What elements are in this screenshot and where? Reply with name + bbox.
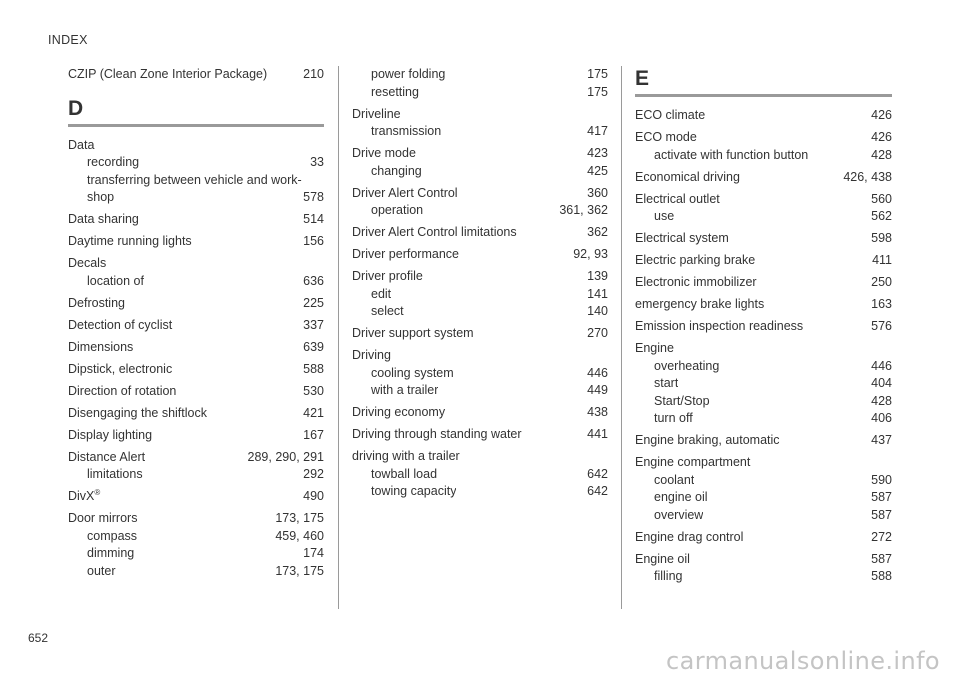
index-column-3	[635, 66, 892, 590]
index-subentry	[352, 202, 608, 220]
index-entry-row	[68, 295, 324, 313]
section-letter-d: D	[68, 96, 84, 120]
entry-label: ECO mode	[635, 130, 697, 144]
index-entry	[68, 295, 324, 313]
index-subentry	[635, 489, 892, 507]
index-entry	[352, 106, 608, 141]
entry-label: cooling system	[371, 365, 454, 380]
entry-page: 210	[303, 67, 324, 81]
page-number: 652	[28, 631, 49, 645]
index-entry-row	[635, 274, 892, 292]
index-entry	[68, 317, 324, 335]
index-column-2	[352, 66, 608, 505]
index-entry-row	[68, 233, 324, 251]
index-entry	[635, 529, 892, 547]
index-entry-row	[68, 255, 324, 273]
entry-label: transferring between vehicle and work-	[87, 172, 302, 187]
index-entry-row	[635, 296, 892, 314]
index-subentry	[68, 172, 324, 190]
index-entry	[635, 318, 892, 336]
entry-page: 362	[587, 225, 608, 239]
index-subentry	[68, 545, 324, 563]
index-entry-row	[352, 106, 608, 124]
index-entry	[352, 224, 608, 242]
entry-page: 141	[587, 286, 608, 301]
entry-page: 642	[587, 466, 608, 481]
entry-label: Detection of cyclist	[68, 317, 173, 332]
section-letter-e: E	[635, 67, 650, 90]
registered-mark: ®	[94, 487, 101, 497]
entry-label: Driver support system	[352, 326, 474, 340]
entry-label: Engine drag control	[635, 529, 744, 544]
entry-label: Emission inspection readiness	[635, 319, 804, 333]
index-entry-row	[635, 129, 892, 147]
entry-page: 437	[871, 433, 892, 447]
index-subentry	[352, 84, 608, 102]
index-entry-row	[635, 169, 892, 187]
entry-label: with a trailer	[371, 383, 439, 397]
entry-label: Distance Alert	[68, 449, 146, 464]
index-subentry	[68, 154, 324, 172]
entry-label: Driving through standing water	[352, 427, 522, 441]
entry-label: Defrosting	[68, 295, 125, 310]
entry-page: 588	[871, 569, 892, 583]
column-divider	[621, 66, 622, 609]
entry-page: 426	[871, 108, 892, 122]
entry-label: Dipstick, electronic	[68, 361, 173, 376]
entry-page: 426, 438	[843, 169, 892, 184]
index-entry	[635, 107, 892, 125]
entry-page: 140	[587, 304, 608, 318]
entry-label: Engine	[635, 341, 674, 355]
entry-label: Engine braking, automatic	[635, 433, 780, 447]
index-subentry	[352, 466, 608, 484]
entries-d	[68, 137, 324, 581]
entry-page: 446	[871, 358, 892, 373]
entry-page: 514	[303, 212, 324, 226]
entry-label: outer	[87, 563, 116, 578]
entry-page: 33	[310, 155, 324, 169]
entry-label: Economical driving	[635, 169, 740, 184]
entry-label: edit	[371, 286, 392, 301]
index-entry	[68, 405, 324, 423]
index-entry	[68, 66, 324, 84]
index-entry-row	[352, 404, 608, 422]
entry-page: 428	[871, 393, 892, 408]
entry-label: dimming	[87, 546, 135, 560]
index-subentry	[635, 393, 892, 411]
entry-label: coolant	[654, 472, 695, 487]
index-entry	[352, 325, 608, 343]
index-entry-row	[352, 325, 608, 343]
entry-page: 360	[587, 185, 608, 200]
index-entry	[635, 230, 892, 248]
index-entry	[68, 233, 324, 251]
section-rule	[635, 94, 892, 97]
entry-page: 411	[872, 253, 892, 267]
index-subentry	[352, 483, 608, 501]
entry-page: 163	[871, 297, 892, 311]
index-entry	[635, 454, 892, 524]
index-entry-row	[352, 246, 608, 264]
entry-label: limitations	[87, 467, 143, 481]
entry-page: 441	[587, 427, 608, 441]
entry-label: Driveline	[352, 106, 401, 121]
entry-label: turn off	[654, 411, 693, 425]
index-entry	[635, 340, 892, 428]
entry-label: towing capacity	[371, 484, 457, 498]
entry-page: 490	[303, 489, 324, 503]
entry-label: compass	[87, 528, 138, 543]
entry-page: 426	[871, 130, 892, 144]
entry-page: 404	[871, 376, 892, 390]
entry-page: 92, 93	[573, 247, 608, 261]
entry-label: operation	[371, 203, 424, 217]
index-entry-row	[68, 510, 324, 528]
entry-page: 449	[587, 383, 608, 397]
entry-page: 438	[587, 405, 608, 419]
entry-label: Driver performance	[352, 247, 459, 261]
entry-page: 272	[871, 529, 892, 544]
entry-label: emergency brake lights	[635, 297, 765, 311]
index-subentry	[635, 410, 892, 428]
entry-page: 250	[871, 275, 892, 289]
entry-label: Drive mode	[352, 146, 416, 160]
entry-label: Driving economy	[352, 405, 446, 419]
index-entry	[635, 551, 892, 586]
entry-label: overheating	[654, 358, 720, 373]
entry-label: changing	[371, 163, 422, 178]
entry-label: Disengaging the shiftlock	[68, 405, 207, 420]
index-entry-row	[68, 488, 324, 506]
entry-label: Driver profile	[352, 269, 423, 283]
entry-label: driving with a trailer	[352, 449, 460, 463]
index-entry	[352, 145, 608, 180]
entries-d-continued	[352, 66, 608, 501]
index-entry	[635, 432, 892, 450]
index-subentry	[352, 66, 608, 84]
entry-page: 173, 175	[275, 563, 324, 578]
index-entry	[352, 246, 608, 264]
page-header: INDEX	[48, 33, 88, 47]
entry-page: 421	[303, 405, 324, 420]
index-entry	[68, 211, 324, 229]
index-entry	[635, 296, 892, 314]
entry-page: 417	[587, 124, 608, 138]
entry-page: 459, 460	[275, 528, 324, 543]
entry-page: 562	[871, 209, 892, 223]
entry-page: 590	[871, 472, 892, 487]
entry-label: Driver Alert Control	[352, 185, 458, 200]
index-entry	[635, 169, 892, 187]
entry-page: 428	[871, 147, 892, 162]
index-subentry	[68, 528, 324, 546]
entry-label: activate with function button	[654, 147, 809, 162]
index-entry	[68, 137, 324, 207]
entry-page: 156	[303, 234, 324, 248]
index-entry-row	[635, 318, 892, 336]
entry-page: 361, 362	[559, 203, 608, 217]
entry-label: power folding	[371, 67, 446, 81]
index-subentry	[352, 365, 608, 383]
index-entry-row	[352, 185, 608, 203]
entry-page: 270	[587, 326, 608, 340]
entry-label: shop	[87, 190, 115, 204]
index-entry-row	[68, 361, 324, 379]
index-entry-row	[635, 252, 892, 270]
entry-label: Data	[68, 137, 95, 152]
entry-label: recording	[87, 155, 140, 169]
entry-page: 423	[587, 146, 608, 160]
entry-label: CZIP (Clean Zone Interior Package)	[68, 67, 268, 81]
index-subentry	[352, 163, 608, 181]
index-entry	[68, 510, 324, 580]
index-entry-row	[352, 426, 608, 444]
index-entry	[352, 66, 608, 101]
index-entry-row	[68, 211, 324, 229]
index-entry	[635, 129, 892, 164]
entry-label: Direction of rotation	[68, 383, 177, 398]
entry-label: Engine oil	[635, 551, 690, 566]
index-entry-row	[68, 66, 324, 84]
entry-page: 639	[303, 339, 324, 354]
index-entry	[68, 339, 324, 357]
entry-label: Dimensions	[68, 339, 134, 354]
index-entry-row	[352, 347, 608, 365]
entry-page: 576	[871, 319, 892, 333]
entry-page: 175	[587, 84, 608, 99]
index-entry	[68, 383, 324, 401]
entry-label: transmission	[371, 124, 442, 138]
index-subentry	[352, 286, 608, 304]
entry-page: 406	[871, 411, 892, 425]
entry-label: overview	[654, 507, 704, 522]
index-entry-row	[352, 268, 608, 286]
entry-label: Electrical system	[635, 231, 729, 245]
entry-page: 225	[303, 295, 324, 310]
index-entry	[352, 448, 608, 501]
index-entry	[68, 361, 324, 379]
section-rule	[68, 124, 324, 127]
index-subentry	[68, 189, 324, 207]
index-entry-row	[68, 405, 324, 423]
index-subentry	[635, 147, 892, 165]
index-column-1	[68, 66, 324, 585]
index-entry-row	[68, 449, 324, 467]
entry-page: 560	[871, 191, 892, 206]
index-entry	[68, 449, 324, 484]
index-subentry	[635, 375, 892, 393]
index-subentry	[68, 563, 324, 581]
entry-label: Daytime running lights	[68, 234, 192, 248]
index-subentry	[635, 358, 892, 376]
entry-page: 578	[303, 190, 324, 204]
entry-page: 139	[587, 269, 608, 283]
index-entry	[68, 427, 324, 445]
index-entry	[68, 255, 324, 290]
entry-page: 588	[303, 361, 324, 376]
index-subentry	[352, 382, 608, 400]
index-entry	[352, 185, 608, 220]
index-entry-row	[635, 454, 892, 472]
entry-label: Engine compartment	[635, 455, 751, 469]
entry-label: filling	[654, 569, 683, 583]
entry-page: 446	[587, 365, 608, 380]
entry-page: 292	[303, 467, 324, 481]
entry-label: location of	[87, 273, 144, 288]
index-entry-row	[68, 383, 324, 401]
entry-label: resetting	[371, 84, 419, 99]
entry-label: Data sharing	[68, 212, 139, 226]
entries-e	[635, 107, 892, 586]
entry-label: Door mirrors	[68, 511, 138, 525]
index-entry-row	[68, 427, 324, 445]
entry-label: Decals	[68, 256, 107, 270]
entry-label: select	[371, 304, 404, 318]
index-entry-row	[68, 317, 324, 335]
entry-page: 175	[587, 67, 608, 81]
entry-label: Electrical outlet	[635, 191, 720, 206]
entry-page: 174	[303, 546, 324, 560]
entry-label: Electric parking brake	[635, 253, 756, 267]
entry-label: Start/Stop	[654, 393, 710, 408]
entry-label: towball load	[371, 466, 438, 481]
index-subentry	[635, 208, 892, 226]
index-entry-row	[352, 224, 608, 242]
entry-label-wrap	[68, 488, 100, 506]
index-entry	[352, 404, 608, 422]
index-subentry	[68, 273, 324, 291]
entry-page: 587	[871, 507, 892, 522]
index-entry-row	[635, 191, 892, 209]
top-entries	[68, 66, 324, 84]
entry-label: engine oil	[654, 490, 708, 504]
entry-page: 587	[871, 551, 892, 566]
index-entry-row	[635, 529, 892, 547]
index-entry	[352, 268, 608, 321]
entry-label: Electronic immobilizer	[635, 275, 757, 289]
index-subentry	[635, 568, 892, 586]
index-entry	[635, 252, 892, 270]
index-subentry	[635, 472, 892, 490]
entry-page: 636	[303, 273, 324, 288]
entry-page: 598	[871, 231, 892, 245]
entry-label: DivX	[68, 489, 95, 503]
index-entry	[635, 191, 892, 226]
entry-label: start	[654, 376, 679, 390]
entry-page: 173, 175	[275, 511, 324, 525]
index-entry-row	[635, 432, 892, 450]
entry-page: 642	[587, 484, 608, 498]
index-entry-row	[635, 551, 892, 569]
index-entry-row	[635, 107, 892, 125]
index-entry-row	[352, 145, 608, 163]
index-entry-row	[352, 448, 608, 466]
entry-label: use	[654, 209, 675, 223]
index-subentry	[352, 303, 608, 321]
entry-page: 530	[303, 383, 324, 398]
index-entry	[68, 488, 324, 506]
entry-page: 167	[303, 427, 324, 442]
index-entry-row	[635, 230, 892, 248]
column-divider	[338, 66, 339, 609]
entry-label: ECO climate	[635, 108, 706, 122]
entry-page: 425	[587, 163, 608, 178]
entry-label: Driving	[352, 348, 391, 362]
entry-label: Display lighting	[68, 427, 153, 442]
index-entry-row	[68, 339, 324, 357]
entry-page: 289, 290, 291	[247, 449, 324, 464]
entry-page: 337	[303, 317, 324, 332]
watermark: carmanualsonline.info	[666, 647, 940, 675]
index-entry	[635, 274, 892, 292]
index-subentry	[635, 507, 892, 525]
index-entry	[352, 426, 608, 444]
entry-label: Driver Alert Control limitations	[352, 225, 517, 239]
index-entry	[352, 347, 608, 400]
entry-page: 587	[871, 490, 892, 504]
index-subentry	[68, 466, 324, 484]
index-entry-row	[635, 340, 892, 358]
index-subentry	[352, 123, 608, 141]
index-entry-row	[68, 137, 324, 155]
